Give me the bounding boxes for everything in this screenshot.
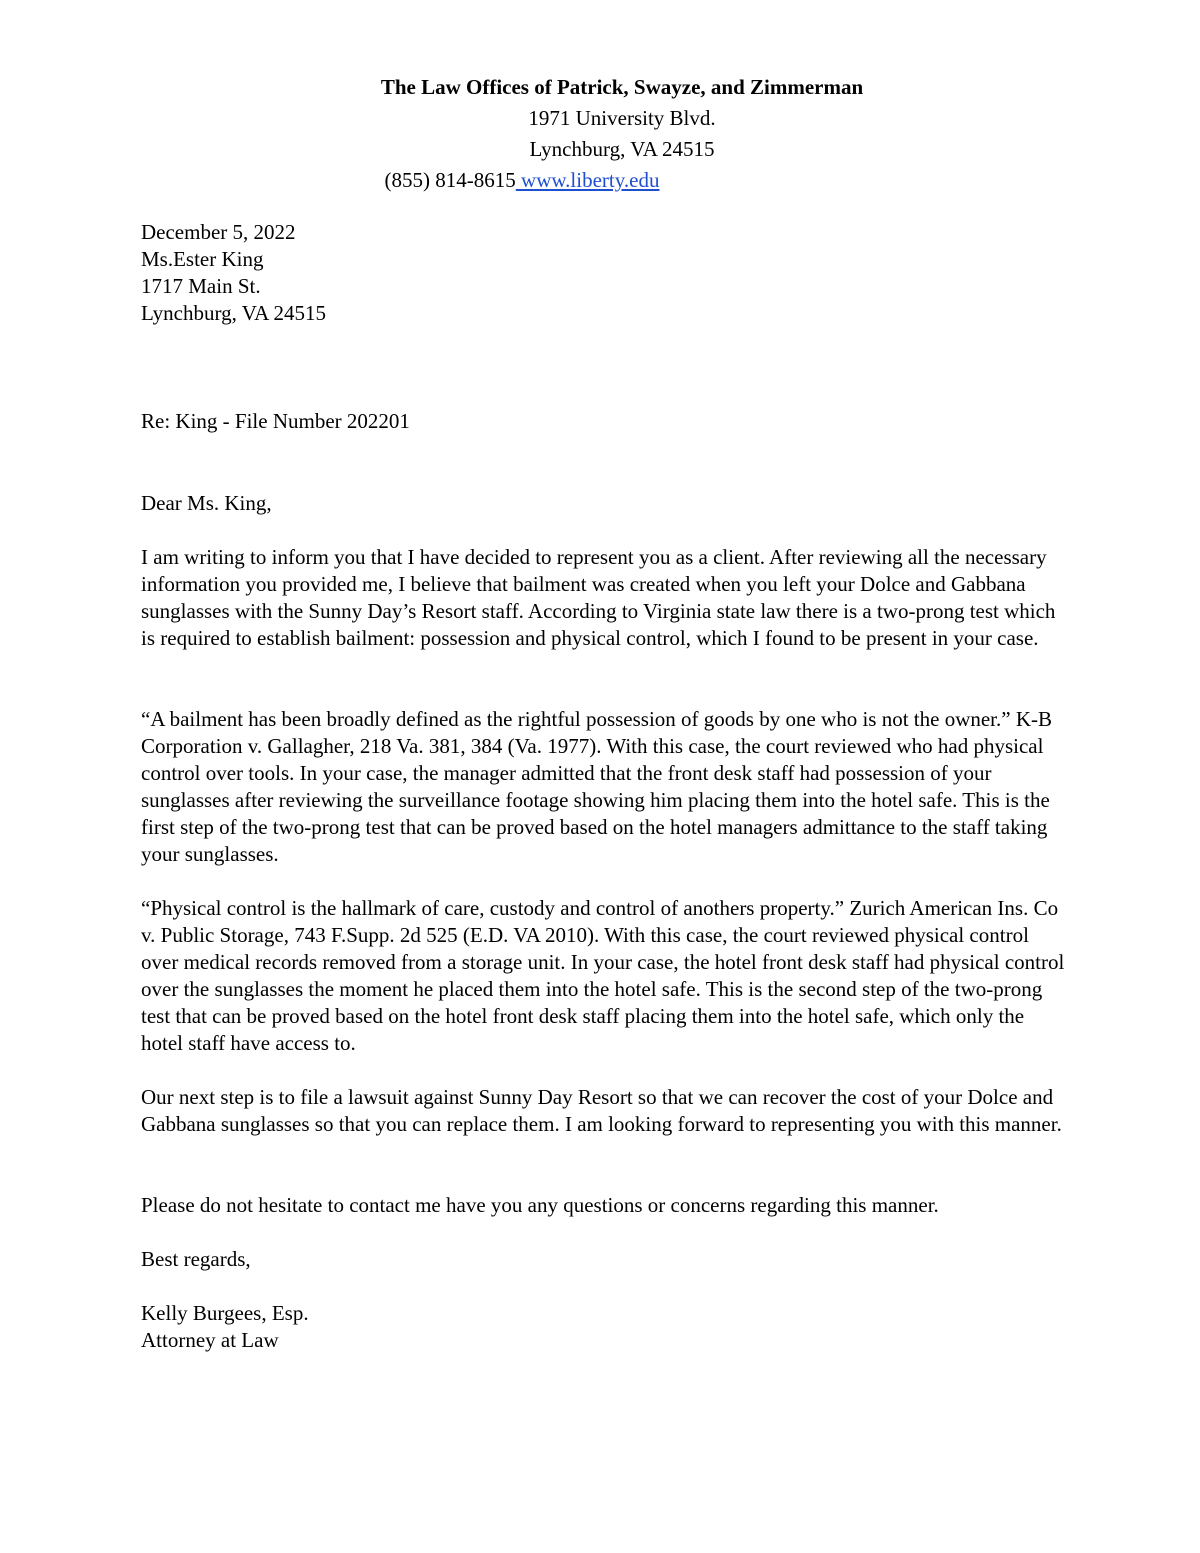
firm-contact-line <box>0 165 1200 196</box>
firm-address-line1: 1971 University Blvd. <box>528 106 716 130</box>
firm-address-line2: Lynchburg, VA 24515 <box>529 137 715 161</box>
recipient-city-state-zip: Lynchburg, VA 24515 <box>141 301 326 325</box>
letterhead <box>0 72 1200 196</box>
firm-phone: (855) 814-8615 <box>384 168 516 192</box>
closing: Best regards, <box>141 1247 251 1271</box>
body-paragraph-3: “Physical control is the hallmark of care, custody and control of anothers property.” Zurich American Ins. Co v. Public Storage, 743 F.Supp. 2d 525 (E.D. VA 2010). With this case, the court reviewed physical control over medical records removed from a storage unit. In your case, the hotel front desk staff had physical control over the sunglasses the moment he placed them into the hotel safe. This is the second step of the two-prong test that can be proved based on the hotel front desk staff placing them into the hotel safe, which only the hotel staff have access to. <box>141 896 1065 1055</box>
re-line: Re: King - File Number 202201 <box>141 409 410 433</box>
firm-name: The Law Offices of Patrick, Swayze, and Zimmerman <box>380 75 864 99</box>
recipient-block <box>141 219 1071 327</box>
recipient-name: Ms.Ester King <box>141 247 264 271</box>
body-paragraph-1: I am writing to inform you that I have decided to represent you as a client. After reviewing all the necessary information you provided me, I believe that bailment was created when you left your Dolce and Gabbana sunglasses with the Sunny Day’s Resort staff. According to Virginia state law there is a two-prong test which is required to establish bailment: possession and physical control, which I found to be present in your case. <box>141 545 1056 650</box>
body-paragraph-4: Our next step is to file a lawsuit against Sunny Day Resort so that we can recover the cost of your Dolce and Gabbana sunglasses so that you can replace them. I am looking forward to representing you with this manner. <box>141 1085 1062 1136</box>
firm-website-link[interactable]: www.liberty.edu <box>515 168 660 192</box>
signer-title: Attorney at Law <box>141 1328 279 1352</box>
body-paragraph-5: Please do not hesitate to contact me have you any questions or concerns regarding this manner. <box>141 1193 939 1217</box>
salutation: Dear Ms. King, <box>141 491 272 515</box>
signature-block <box>141 1300 1071 1354</box>
body-paragraph-2: “A bailment has been broadly defined as the rightful possession of goods by one who is not the owner.” K-B Corporation v. Gallagher, 218 Va. 381, 384 (Va. 1977). With this case, the court reviewed who had physical control over tools. In your case, the manager admitted that the front desk staff had possession of your sunglasses after reviewing the surveillance footage showing him placing them into the hotel safe. This is the first step of the two-prong test that can be proved based on the hotel managers admittance to the staff taking your sunglasses. <box>141 707 1052 866</box>
recipient-street: 1717 Main St. <box>141 274 261 298</box>
signer-name: Kelly Burgees, Esp. <box>141 1301 309 1325</box>
letter-date: December 5, 2022 <box>141 220 296 244</box>
